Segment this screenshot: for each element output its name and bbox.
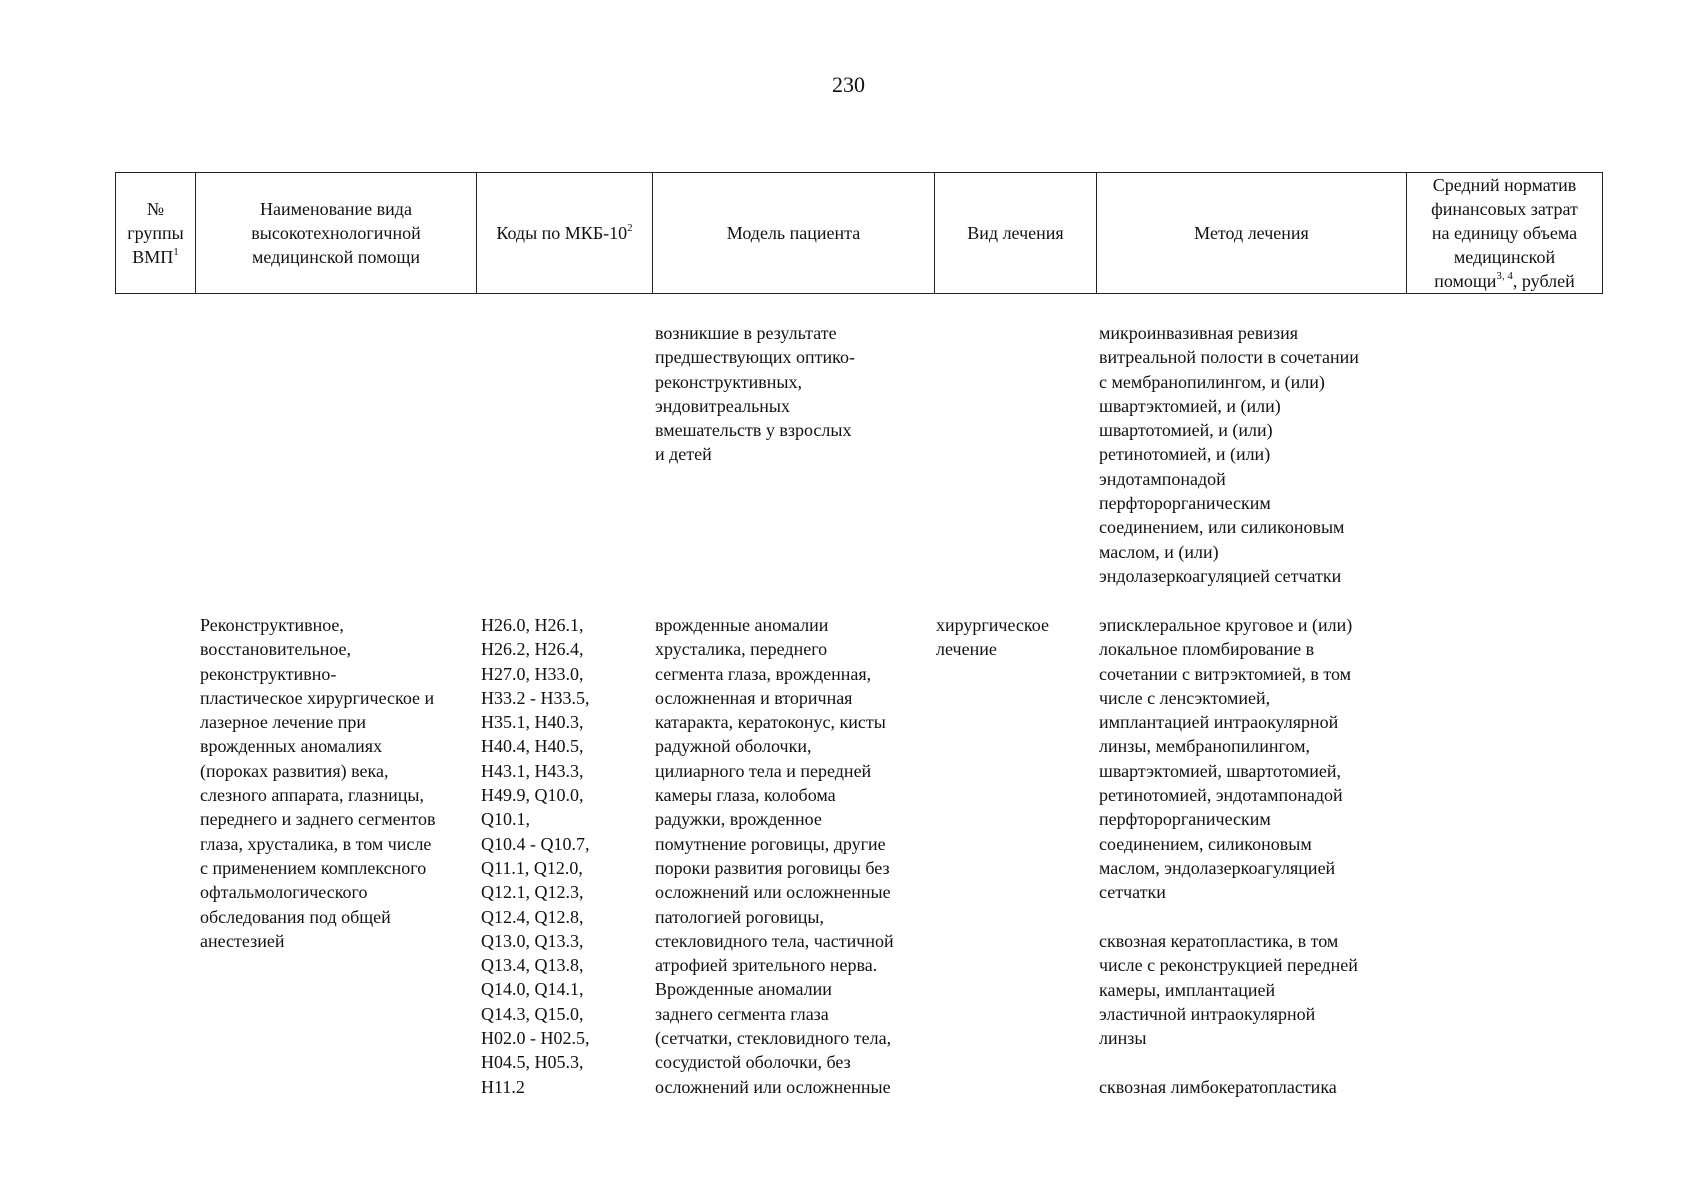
row2-care-type-name: Реконструктивное, восстановительное, реконструктивно- пластическое хирургическое и лазерное лечение при врожденных аномалиях (пороках развития) века, слезного аппарата, глазницы, переднего и заднего сегментов глаза, хрусталика, в том числе с применением комплексного офтальмологического обследования под общей анестезией [200, 615, 436, 951]
row2-method-3: сквозная лимбокератопластика [1099, 1077, 1337, 1097]
header-treatment-type: Вид лечения [935, 173, 1097, 294]
row2-method-2: сквозная кератопластика, в том числе с реконструкцией передней камеры, имплантацией эластичной интраокулярной линзы [1099, 931, 1358, 1049]
row2-treatment-type: хирургическое лечение [936, 615, 1049, 660]
row2-patient-model: врожденные аномалии хрусталика, переднего сегмента глаза, врожденная, осложненная и вторичная катаракта, кератоконус, кисты радужной оболочки, цилиарного тела и передней камеры глаза, колобома радужки, врожденное помутнение роговицы, другие пороки развития роговицы без осложнений или осложненные патологией роговицы, стекловидного тела, частичной атрофией зрительного нерва. Врожденные аномалии заднего сегмента глаза (сетчатки, стекловидного тела, сосудистой оболочки, без осложнений или осложненные [655, 615, 894, 1097]
header-treatment-method: Метод лечения [1097, 173, 1407, 294]
page-number: 230 [832, 72, 865, 97]
header-icd-codes: Коды по МКБ-$10^2$ [477, 173, 653, 294]
header-group-number: № группы ВМП$^1$ [116, 173, 196, 294]
row1-patient-model: возникшие в результате предшествующих оптико- реконструктивных, эндовитреальных вмешательств у взрослых и детей [655, 323, 855, 465]
row1-treatment-method: микроинвазивная ревизия витреальной полости в сочетании с мембранопилингом, и (или) швартэктомией, и (или) швартотомией, и (или) ретинотомией, и (или) эндотампонадой перфторорганическим соединением, или силиконовым маслом, и (или) эндолазеркоагуляцией сетчатки [1099, 323, 1359, 586]
table-header [115, 172, 1603, 294]
header-cost-norm: Средний норматив финансовых затрат на единицу объема медицинской помощи$^{3, 4}$, рублей [1407, 173, 1603, 294]
header-patient-model: Модель пациента [653, 173, 935, 294]
header-care-type-name: Наименование вида высокотехнологичной медицинской помощи [196, 173, 477, 294]
row2-icd-codes: H26.0, H26.1, H26.2, H26.4, H27.0, H33.0, H33.2 - H33.5, H35.1, H40.3, H40.4, H40.5, H43.1, H43.3, H49.9, Q10.0, Q10.1, Q10.4 - Q10.7, Q11.1, Q12.0, Q12.1, Q12.3, Q12.4, Q12.8, Q13.0, Q13.3, Q13.4, Q13.8, Q14.0, Q14.1, Q14.3, Q15.0, H02.0 - H02.5, H04.5, H05.3, H11.2 [481, 615, 590, 1097]
row2-method-1: эписклеральное круговое и (или) локальное пломбирование в сочетании с витрэктомией, в том числе с ленсэктомией, имплантацией интраокулярной линзы, мембранопилингом, швартэктомией, швартотомией, ретинотомией, эндотампонадой перфторорганическим соединением, силиконовым маслом, эндолазеркоагуляцией сетчатки [1099, 615, 1353, 903]
